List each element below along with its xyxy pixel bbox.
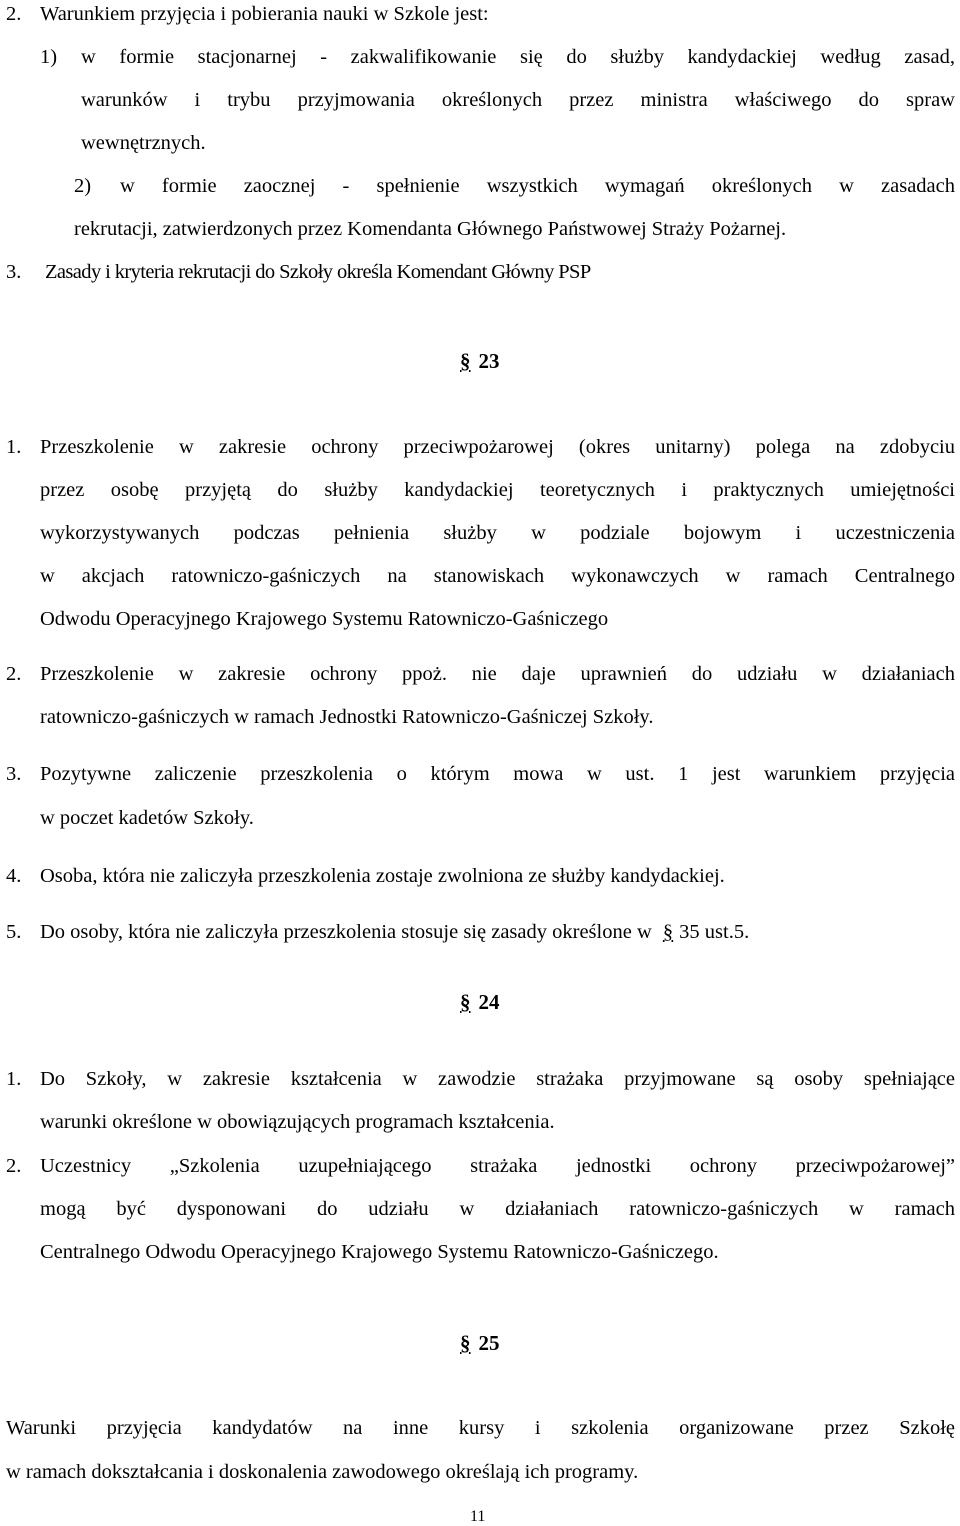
s23-p2-line: ratowniczo-gaśniczych w ramach Jednostki Ratowniczo-Gaśniczej Szkoły. <box>40 706 654 728</box>
s23-p5-line <box>40 922 749 943</box>
item-2-sub1-line: wewnętrznych. <box>81 132 206 154</box>
s23-p1-line: w akcjach ratowniczo-gaśniczych na stanowiskach wykonawczych w ramach Centralnego <box>40 565 955 587</box>
s23-p5-number: 5. <box>6 921 22 943</box>
s23-p3-line: Pozytywne zaliczenie przeszkolenia o którym mowa w ust. 1 jest warunkiem przyjęcia <box>40 763 955 785</box>
s24-p2-line: Uczestnicy „Szkolenia uzupełniającego strażaka jednostki ochrony przeciwpożarowej” <box>40 1155 955 1177</box>
item-2-sub1-line: warunków i trybu przyjmowania określonych przez ministra właściwego do spraw <box>81 89 955 111</box>
section-symbol: § <box>460 1331 471 1355</box>
s23-p4-number: 4. <box>6 865 22 887</box>
s25-line: Warunki przyjęcia kandydatów na inne kursy i szkolenia organizowane przez Szkołę <box>6 1417 955 1439</box>
s24-p2-line: mogą być dysponowani do udziału w działaniach ratowniczo-gaśniczych w ramach <box>40 1198 955 1220</box>
s23-p2-number: 2. <box>6 663 22 685</box>
s23-p5-reference: 35 ust.5. <box>679 921 750 943</box>
s25-line: w ramach dokształcania i doskonalenia zawodowego określają ich programy. <box>6 1461 639 1483</box>
s24-p1-line: Do Szkoły, w zakresie kształcenia w zawodzie strażaka przyjmowane są osoby spełniające <box>40 1068 955 1090</box>
item-2-sub1-number: 1) <box>40 46 58 68</box>
section-symbol: § <box>460 990 471 1014</box>
item-2-number: 2. <box>6 3 22 25</box>
item-2-sub2-line: rekrutacji, zatwierdzonych przez Komendanta Głównego Państwowej Straży Pożarnej. <box>74 218 787 240</box>
s23-p3-number: 3. <box>6 763 22 785</box>
s23-p3-line: w poczet kadetów Szkoły. <box>40 807 254 829</box>
s24-p2-line: Centralnego Odwodu Operacyjnego Krajowego Systemu Ratowniczo-Gaśniczego. <box>40 1241 719 1263</box>
s24-p2-number: 2. <box>6 1155 22 1177</box>
s24-p1-line: warunki określone w obowiązujących programach kształcenia. <box>40 1111 555 1133</box>
s23-p1-line: Przeszkolenie w zakresie ochrony przeciwpożarowej (okres unitarny) polega na zdobyciu <box>40 436 955 458</box>
item-2-sub2-number: 2) <box>74 175 92 197</box>
s23-p1-line: Odwodu Operacyjnego Krajowego Systemu Ratowniczo-Gaśniczego <box>40 608 609 630</box>
s23-p1-line: przez osobę przyjętą do służby kandydackiej teoretycznych i praktycznych umiejętności <box>40 479 955 501</box>
section-24-heading <box>460 992 500 1013</box>
section-25-heading <box>460 1333 500 1354</box>
item-3-text: Zasady i kryteria rekrutacji do Szkoły określa Komendant Główny PSP <box>45 261 591 283</box>
item-2-sub2-line: w formie zaocznej - spełnienie wszystkich wymagań określonych w zasadach <box>120 175 955 197</box>
s23-p4-line: Osoba, która nie zaliczyła przeszkolenia zostaje zwolniona ze służby kandydackiej. <box>40 865 725 887</box>
section-symbol: § <box>662 921 674 943</box>
item-3-number: 3. <box>6 261 22 283</box>
s24-p1-number: 1. <box>6 1068 22 1090</box>
section-number: 23 <box>478 349 500 373</box>
s23-p5-text: Do osoby, która nie zaliczyła przeszkolenia stosuje się zasady określone w <box>40 921 652 943</box>
section-23-heading <box>460 351 500 372</box>
s23-p1-line: wykorzystywanych podczas pełnienia służby w podziale bojowym i uczestniczenia <box>40 522 955 544</box>
section-symbol: § <box>460 349 471 373</box>
item-2-sub1-line: w formie stacjonarnej - zakwalifikowanie się do służby kandydackiej według zasad, <box>81 46 955 68</box>
s23-p2-line: Przeszkolenie w zakresie ochrony ppoż. nie daje uprawnień do udziału w działaniach <box>40 663 955 685</box>
page-number: 11 <box>470 1508 486 1525</box>
section-number: 25 <box>478 1331 500 1355</box>
section-number: 24 <box>478 990 500 1014</box>
item-2-text: Warunkiem przyjęcia i pobierania nauki w Szkole jest: <box>40 3 489 25</box>
s23-p1-number: 1. <box>6 436 22 458</box>
